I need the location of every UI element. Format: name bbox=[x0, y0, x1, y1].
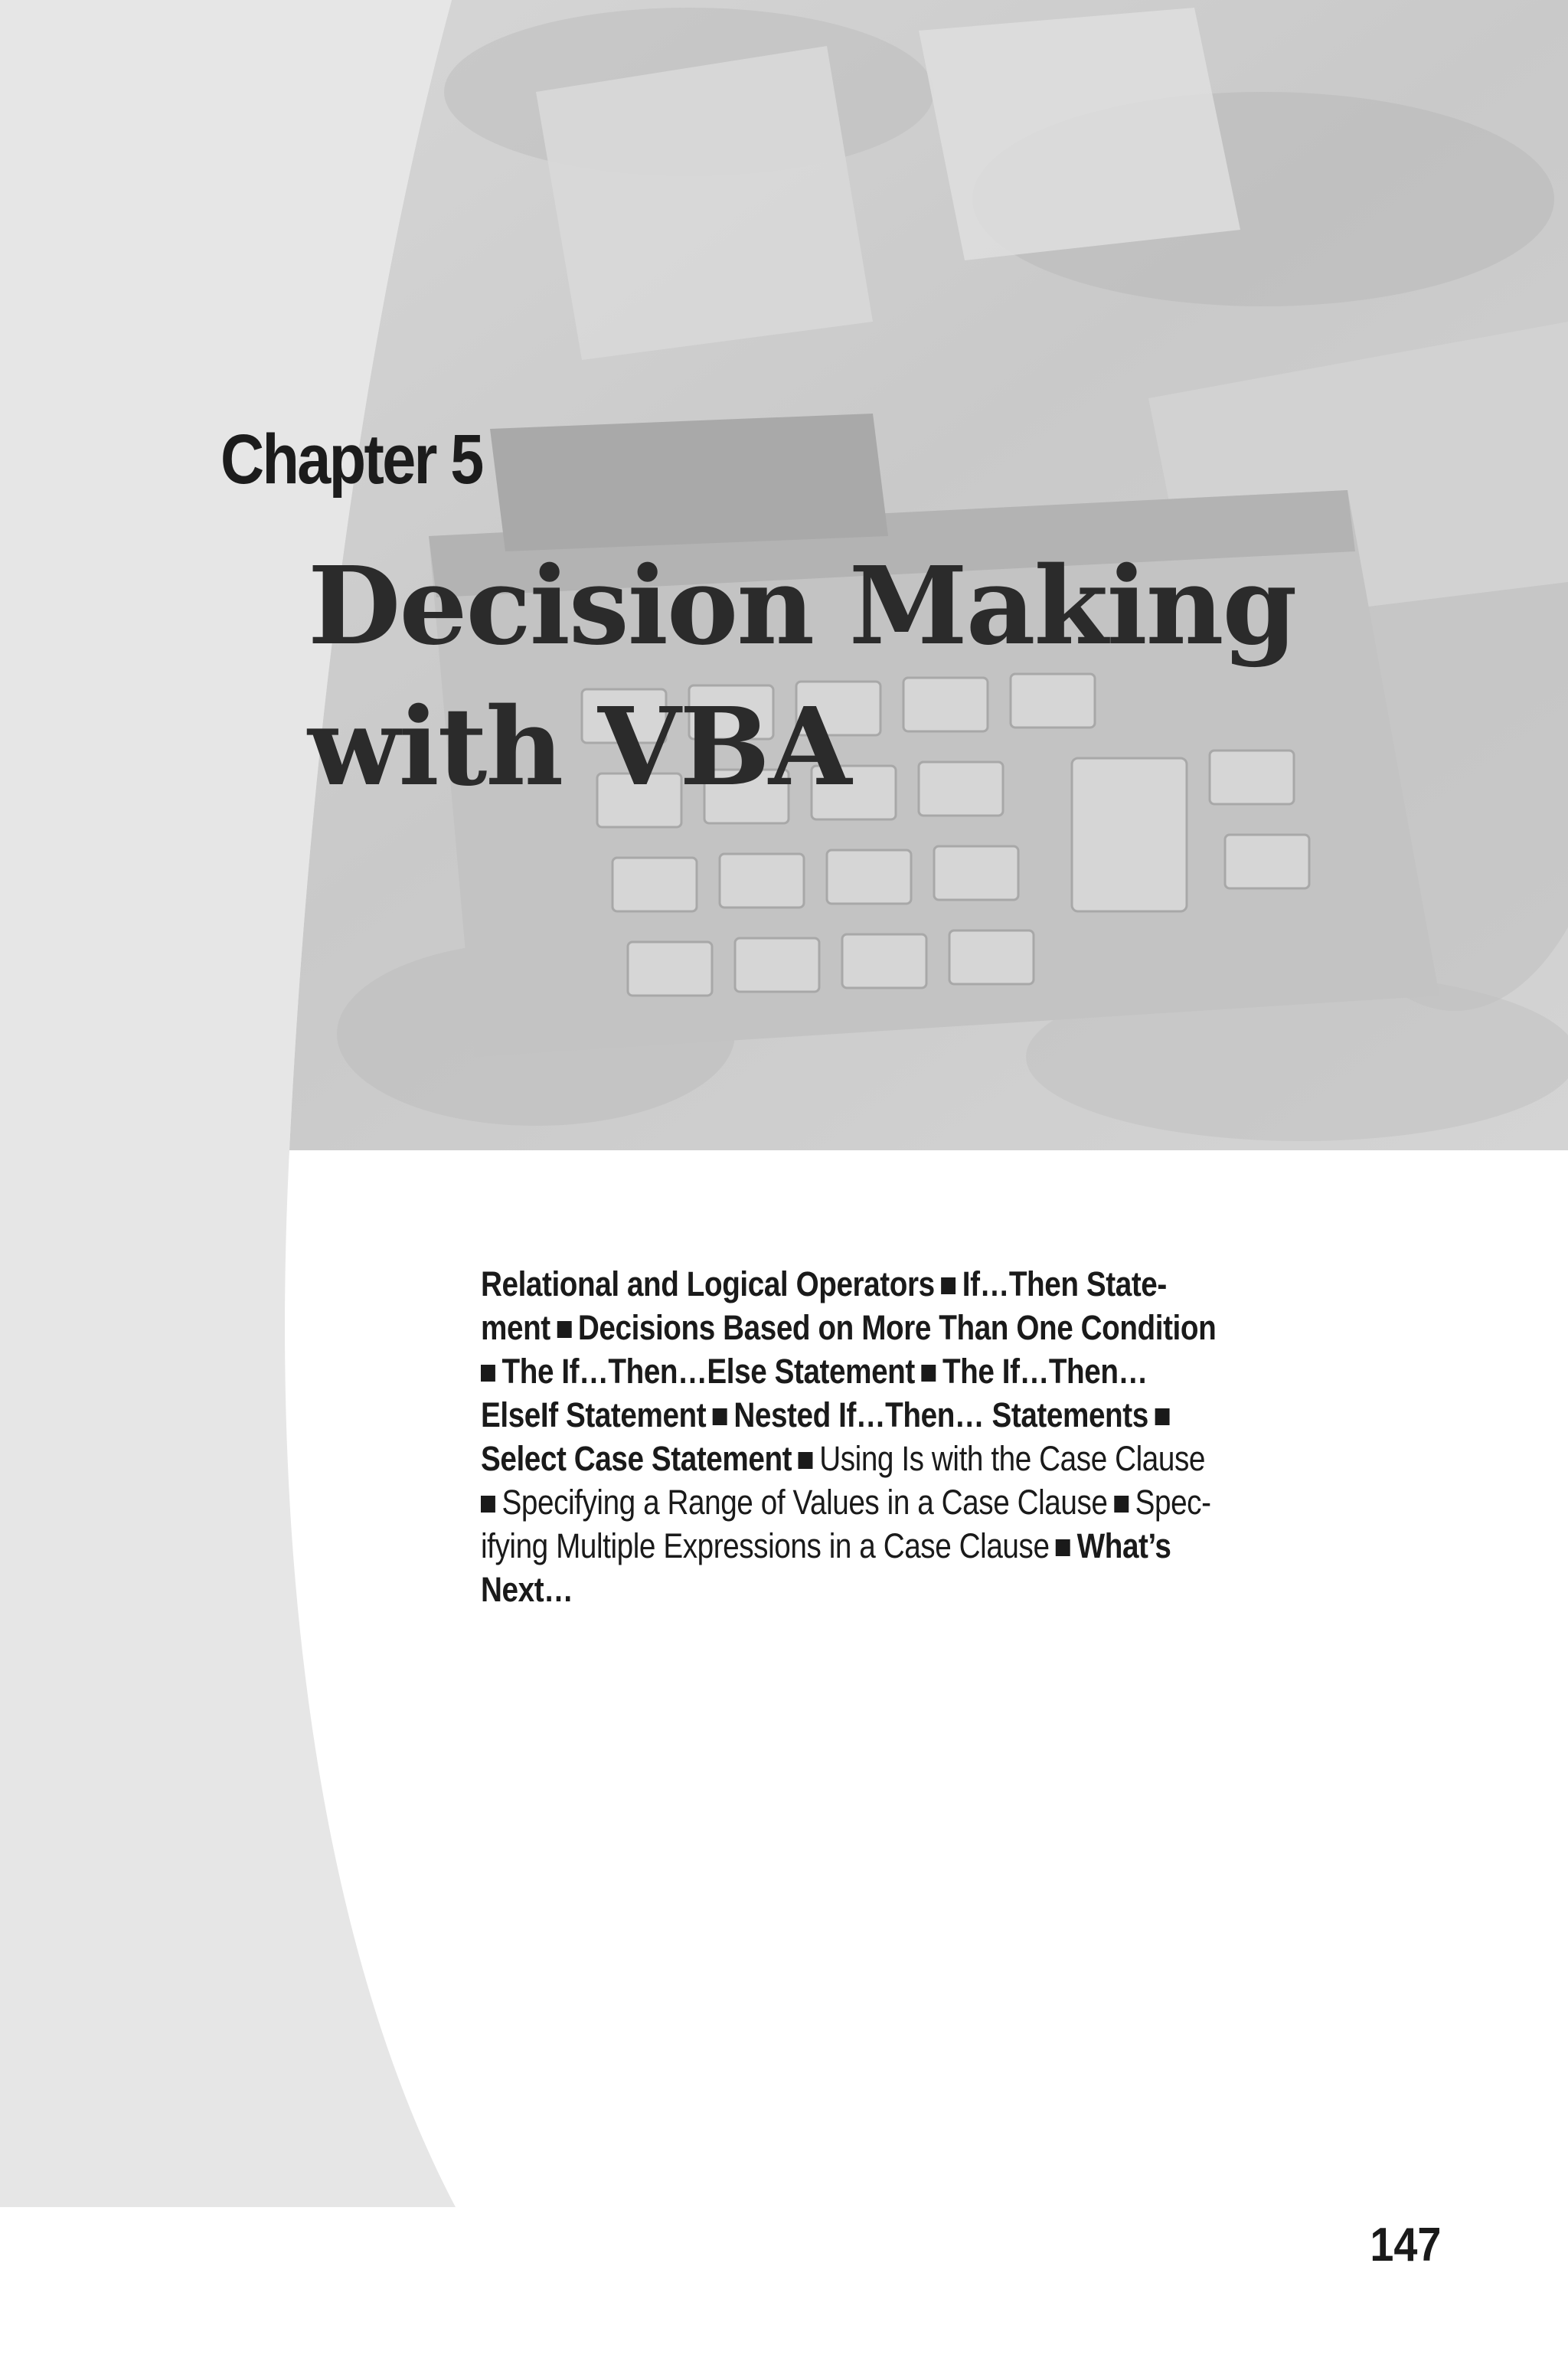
bullet-square-icon bbox=[481, 1496, 495, 1513]
topic-line bbox=[481, 1568, 1179, 1611]
topic-text: ElseIf Statement bbox=[481, 1395, 707, 1434]
bullet-square-icon bbox=[557, 1321, 571, 1338]
bullet-square-icon bbox=[481, 1365, 495, 1382]
bullet-square-icon bbox=[799, 1452, 813, 1469]
topic-text: The If…Then… bbox=[942, 1352, 1148, 1391]
bullet-square-icon bbox=[921, 1365, 936, 1382]
topic-line bbox=[481, 1349, 1179, 1393]
topic-text: Nested If…Then… Statements bbox=[733, 1395, 1148, 1434]
chapter-title-line-2: with VBA bbox=[308, 685, 851, 810]
topic-line bbox=[481, 1262, 1179, 1306]
page-number: 147 bbox=[1369, 2219, 1441, 2271]
chapter-title bbox=[308, 536, 1295, 818]
topic-line bbox=[481, 1437, 1205, 1480]
chapter-topics bbox=[481, 1262, 1292, 1611]
topic-text: Next… bbox=[481, 1570, 573, 1609]
bullet-square-icon bbox=[941, 1277, 956, 1294]
topic-text: If…Then State- bbox=[962, 1264, 1167, 1303]
topic-text: What’s bbox=[1076, 1526, 1171, 1565]
bullet-square-icon bbox=[1056, 1539, 1070, 1556]
chapter-title-line-1: Decision Making bbox=[308, 544, 1296, 669]
bullet-square-icon bbox=[1155, 1408, 1169, 1425]
topic-text: ment bbox=[481, 1308, 550, 1347]
bullet-square-icon bbox=[1114, 1496, 1129, 1513]
topic-line bbox=[481, 1306, 1217, 1349]
topic-text: Specifying a Range of Values in a Case Clause bbox=[501, 1483, 1108, 1522]
topic-line bbox=[481, 1393, 1179, 1437]
topic-text: Relational and Logical Operators bbox=[481, 1264, 935, 1303]
topic-text: Select Case Statement bbox=[481, 1439, 792, 1478]
chapter-label: Chapter 5 bbox=[220, 420, 482, 499]
topic-text: The If…Then…Else Statement bbox=[501, 1352, 915, 1391]
topic-line bbox=[481, 1524, 1179, 1568]
topic-line bbox=[481, 1480, 1211, 1524]
topic-text: Decisions Based on More Than One Condition bbox=[577, 1308, 1217, 1347]
topic-text: Spec- bbox=[1135, 1483, 1211, 1522]
topic-text: Using Is with the Case Clause bbox=[819, 1439, 1205, 1478]
topic-text: ifying Multiple Expressions in a Case Clause bbox=[481, 1526, 1050, 1565]
bullet-square-icon bbox=[713, 1408, 727, 1425]
